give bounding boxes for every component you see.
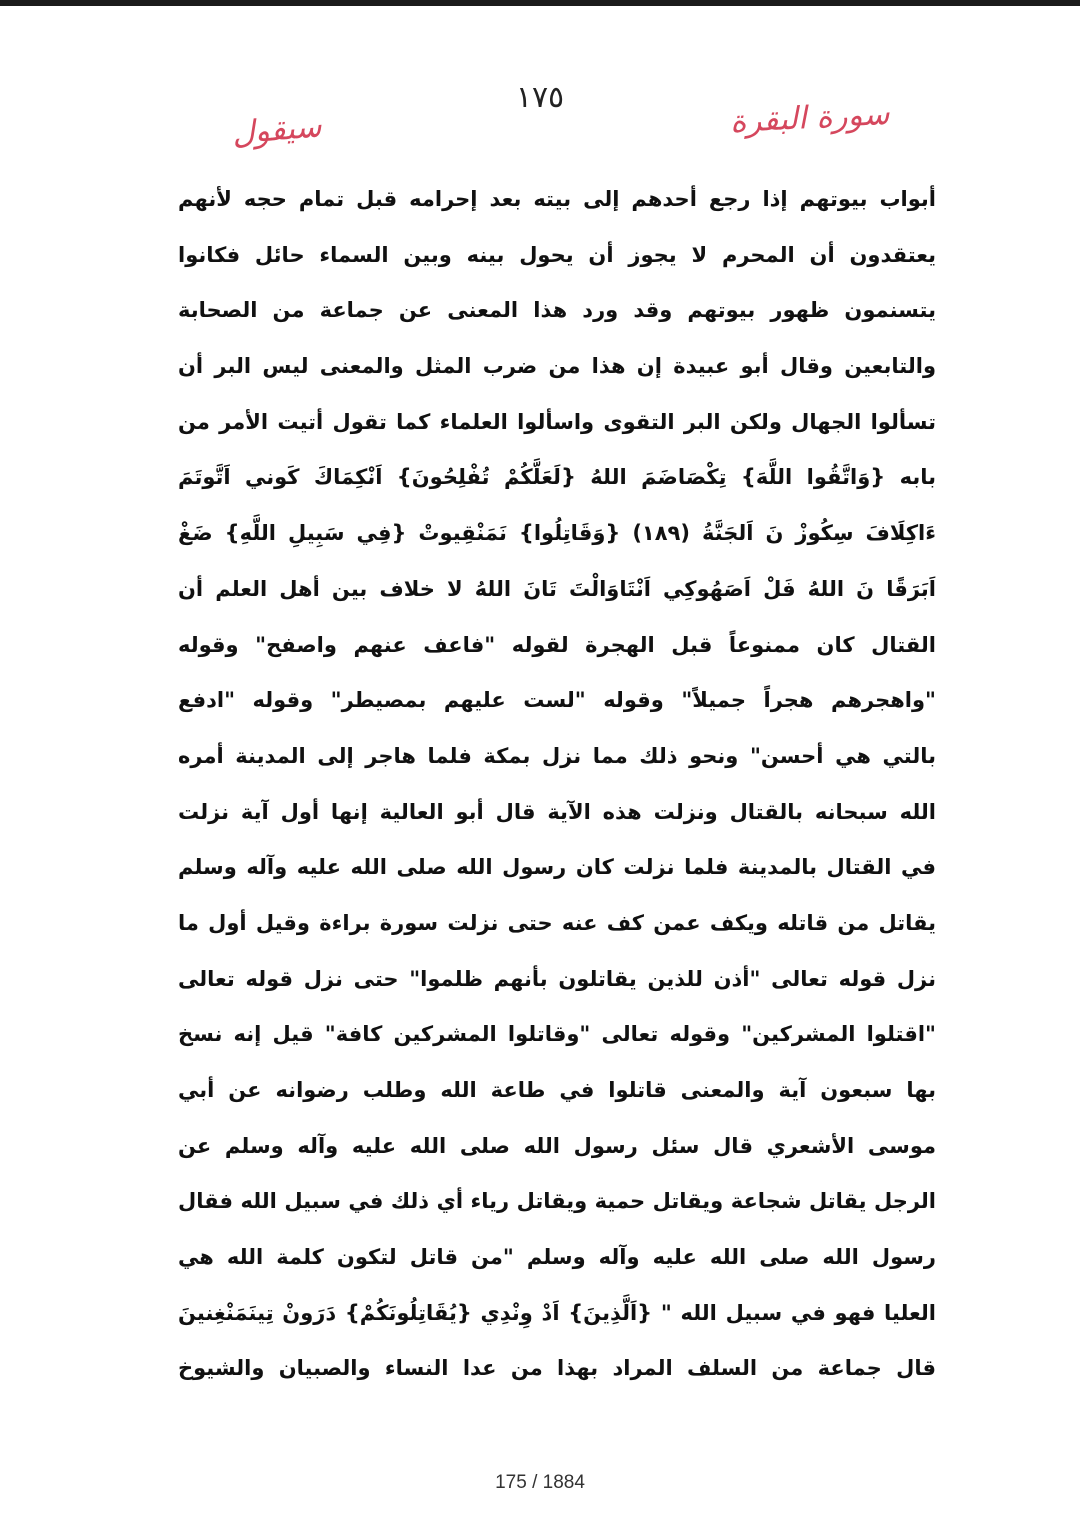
text-line: تسألوا الجهال ولكن البر التقوى واسألوا العلماء كما تقول أتيت الأمر من <box>178 409 936 434</box>
text-line: قال جماعة من السلف المراد بهذا من عدا النساء والصبيان والشيوخ <box>178 1356 936 1381</box>
text-line: والتابعين وقال أبو عبيدة إن هذا من ضرب المثل والمعنى ليس البر أن <box>178 354 936 379</box>
page-counter: 175 / 1884 <box>495 1472 585 1493</box>
text-line: العليا فهو في سبيل الله " {اَلَّذِينَ} اَدْ وِنْدِي {يُقَاتِلُونَكُمْ} دَرَونْ تِينَمَنْغِنينَ <box>178 1300 936 1325</box>
text-line: الله سبحانه بالقتال ونزلت هذه الآية قال أبو العالية إنها أول آية نزلت <box>178 799 936 824</box>
text-line: "اقتلوا المشركين" وقوله تعالى "وقاتلوا المشركين كافة" قيل إنه نسخ <box>178 1022 936 1047</box>
handwritten-surah-label: سورة البقرة <box>729 95 891 141</box>
text-line: موسى الأشعري قال سئل رسول الله صلى الله عليه وآله وسلم عن <box>178 1133 936 1158</box>
text-line: "واهجرهم هجراً جميلاً" وقوله "لست عليهم بمصيطر" وقوله "ادفع <box>178 688 936 713</box>
text-line: بالتي هي أحسن" ونحو ذلك مما نزل بمكة فلما هاجر إلى المدينة أمره <box>178 743 936 768</box>
text-line: يقاتل من قاتله ويكف عمن كف عنه حتى نزلت سورة براءة وقيل أول ما <box>178 910 936 935</box>
text-line: نزل قوله تعالى "أذن للذين يقاتلون بأنهم ظلموا" حتى نزل قوله تعالى <box>178 966 936 991</box>
handwritten-next-label: سيقول <box>230 108 323 152</box>
text-line: رسول الله صلى الله عليه وآله وسلم "من قاتل لتكون كلمة الله هي <box>178 1245 936 1270</box>
page-number: ١٧٥ <box>515 80 565 115</box>
text-line: بها سبعون آية والمعنى قاتلوا في طاعة الله وطلب رضوانه عن أبي <box>178 1078 936 1102</box>
body-text <box>178 172 936 1397</box>
text-line: يتسنمون ظهور بيوتهم وقد ورد هذا المعنى عن جماعة من الصحابة <box>178 298 936 323</box>
text-line: بابه {وَاتَّقُوا اللَّهَ} تِكْصَاضَمَ اللهُ {لَعَلَّكُمْ تُفْلِحُونَ} اَنْكِمَاكَ كَوني اَتَّوتَمَ <box>178 465 936 490</box>
text-line: اَبَرَقًا نَ اللهُ فَلْ اَصَهُوكِي اَنْتَاوَالْتَ تَانَ اللهُ لا خلاف بين أهل العلم أن <box>178 576 936 601</box>
text-line: الرجل يقاتل شجاعة ويقاتل حمية ويقاتل رياء أي ذلك في سبيل الله فقال <box>178 1189 936 1214</box>
text-line: في القتال بالمدينة فلما نزلت كان رسول الله صلى الله عليه وآله وسلم <box>178 855 936 880</box>
scan-top-edge <box>0 0 1080 6</box>
text-line: يعتقدون أن المحرم لا يجوز أن يحول بينه وبين السماء حائل فكانوا <box>178 242 936 267</box>
text-line: القتال كان ممنوعاً قبل الهجرة لقوله "فاعف عنهم واصفح" وقوله <box>178 632 936 657</box>
text-line: ءَاكِلَافَ سِكُوزْ نَ اَلجَنَّةُ (١٨٩) {وَقَاتِلُوا} نَمَنْقِيوتْ {فِي سَبِيلِ اللَّهِ} ضَغْ <box>178 521 936 546</box>
text-line: أبواب بيوتهم إذا رجع أحدهم إلى بيته بعد إحرامه قبل تمام حجه لأنهم <box>178 187 936 211</box>
